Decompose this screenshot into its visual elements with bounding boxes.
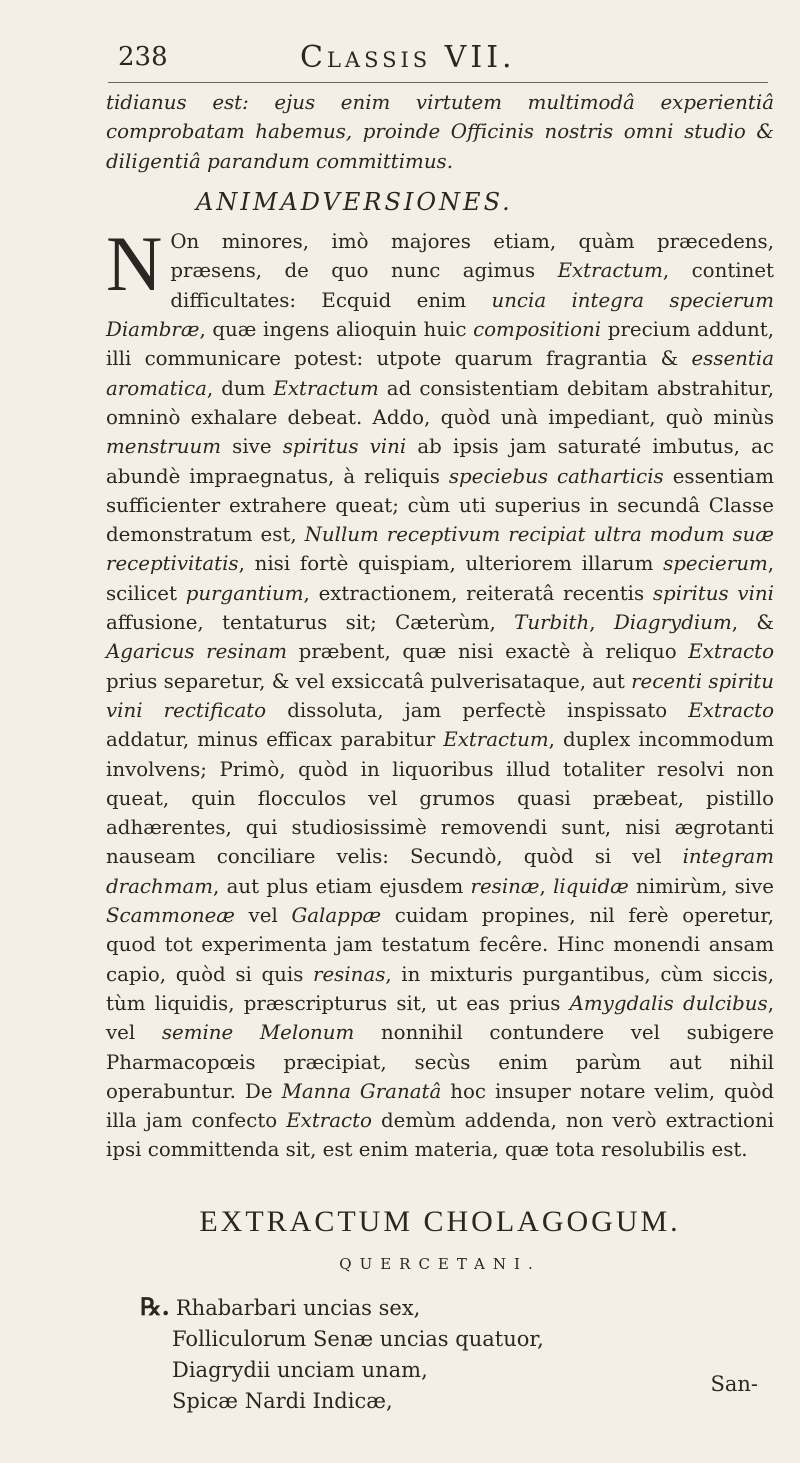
page-number: 238: [118, 42, 168, 72]
main-text: [106, 88, 774, 1417]
italic-term: resinæ: [470, 874, 540, 898]
text-run: On minores, imò majores etiam, quàm præcedens, præsens, de quo nunc agimus: [170, 230, 774, 283]
italic-term: speciebus catharticis: [448, 464, 664, 488]
recipe-author: QUERCETANI.: [339, 1254, 541, 1273]
italic-term: Extracto: [286, 1109, 372, 1133]
text-run: vel: [234, 904, 292, 928]
italic-term: essentia aromatica: [106, 347, 774, 400]
text-run: dissoluta, jam perfectè inspissato: [266, 698, 689, 722]
italic-term: liquidæ: [553, 874, 629, 898]
ingredient-line: Diagrydii unciam unam,: [172, 1358, 428, 1383]
animadversiones-paragraph: [106, 220, 775, 1165]
italic-term: uncia integra specierum Diambræ: [106, 288, 774, 342]
italic-term: compositioni: [473, 318, 602, 342]
text-run: , in mixturis purgantibus, cùm siccis, tùm liquidis, præscripturus sit, ut eas prius: [106, 962, 774, 1015]
text-run: , aut plus etiam ejusdem: [213, 874, 471, 898]
text-run: affusione, tentaturus sit; Cæterùm,: [106, 611, 515, 635]
italic-term: Scammoneæ: [106, 904, 235, 928]
text-run: nonnihil contundere vel subigere Pharmacopœis præcipiat, secùs enim parùm aut nihil operabuntur. De: [106, 1021, 774, 1103]
page-header: [118, 38, 758, 78]
italic-term: Extracto: [688, 698, 774, 722]
ingredient-line: [140, 1291, 774, 1324]
italic-term: semine Melonum: [161, 1021, 355, 1045]
text-run: precium addunt, illi communicare potest: utpote quarum fragrantia &: [106, 318, 775, 371]
text-run: ,: [539, 874, 554, 898]
italic-term: Extracto: [688, 640, 774, 664]
text-run: prius separetur, & vel exsiccatâ pulverisataque, aut: [106, 669, 632, 693]
ingredient-line: Spicæ Nardi Indicæ,: [172, 1389, 393, 1414]
italic-term: Extractum: [557, 259, 663, 283]
italic-term: recenti spiritu vini rectificato: [106, 669, 774, 722]
italic-term: resinas: [313, 962, 386, 986]
italic-term: purgantium: [185, 581, 304, 605]
text-run: hoc insuper notare velim, quòd illa jam confecto: [106, 1079, 775, 1133]
text-run: , extractionem, reiteratâ recentis: [303, 581, 653, 605]
text-run: ab ipsis jam saturaté imbutus, ac abundè impraegnatus, à reliquis: [106, 435, 775, 488]
text-run: præbent, quæ nisi exactè à reliquo: [287, 640, 689, 664]
text-run: essentiam sufficienter extrahere queat; cùm uti superius in secundâ Classe demonstratum est,: [106, 464, 774, 547]
section-heading: ANIMADVERSIONES.: [196, 187, 513, 216]
italic-term: integram drachmam: [106, 845, 774, 898]
recipe-symbol: ℞.: [140, 1292, 170, 1322]
drop-cap: N: [106, 220, 163, 308]
text-run: , vel: [106, 991, 774, 1045]
text-run: , continet difficultates: Ecquid enim: [170, 259, 774, 312]
italic-term: resinam: [206, 640, 288, 664]
text-run: demùm addenda, non verò extractioni ipsi committenda sit, est enim materia, quæ tota resolubilis est.: [106, 1109, 775, 1162]
text-run: , scilicet: [106, 552, 774, 605]
italic-term: Nullum receptivum recipiat ultra modum suæ receptivitatis: [106, 523, 774, 576]
text-run: , &: [731, 611, 774, 635]
italic-term: Diagrydium: [613, 611, 732, 635]
text-run: addatur, minus efficax parabitur: [106, 728, 444, 752]
recipe-ingredients: [140, 1291, 774, 1417]
text-run: nimirùm, sive: [628, 874, 775, 898]
italic-term: spiritus vini: [652, 581, 774, 605]
running-title: Classis VII.: [300, 40, 516, 75]
italic-term: Extractum: [273, 376, 379, 400]
animadversiones-text: [106, 230, 774, 1161]
italic-term: Agaricus: [106, 640, 195, 664]
recipe-title: EXTRACTUM CHOLAGOGUM.: [199, 1204, 681, 1238]
text-run: cuidam propines, nil ferè operetur, quod tot experimenta jam testatum fecêre. Hinc monendi ansam capio, quòd si quis: [106, 904, 774, 986]
italic-term: specierum: [663, 552, 768, 576]
text-run: , quæ ingens alioquin huic: [199, 318, 474, 342]
text-run: , duplex incommodum involvens; Primò, quòd in liquoribus illud totaliter resolvi non queat, quin flocculos vel grumos quasi præbeat, pistillo adhærentes, qui studiosissimè removendi sunt, nisi ægrotanti nauseam conciliare velis: Secundò, quòd si vel: [106, 728, 774, 869]
ingredient-text: Rhabarbari uncias sex,: [175, 1296, 421, 1321]
text-run: ,: [589, 611, 614, 635]
italic-term: Manna Granatâ: [281, 1079, 442, 1103]
catchword: San-: [710, 1372, 758, 1396]
italic-term: Extractum: [443, 728, 549, 752]
text-run: sive: [221, 435, 283, 459]
text-run: , dum: [206, 376, 274, 400]
text-run: , nisi fortè quispiam, ulteriorem illarum: [238, 552, 664, 576]
italic-term: Turbith: [514, 611, 590, 635]
italic-term: Galappæ: [291, 904, 382, 928]
text-run: ad consistentiam debitam abstrahitur, omninò exhalare debeat. Addo, quòd unà impediant, quò minùs: [106, 376, 774, 429]
italic-term: menstruum: [106, 435, 221, 459]
header-rule: [108, 82, 768, 83]
italic-term: Amygdalis dulcibus: [569, 991, 768, 1015]
italic-term: spiritus vini: [282, 435, 407, 459]
text-run: [195, 640, 207, 663]
intro-paragraph: tidianus est: ejus enim virtutem multimodâ experientiâ comprobatam habemus, proinde Officinis nostris omni studio & diligentiâ parandum committimus.: [106, 91, 774, 173]
ingredient-line: Folliculorum Senæ uncias quatuor,: [172, 1327, 544, 1352]
